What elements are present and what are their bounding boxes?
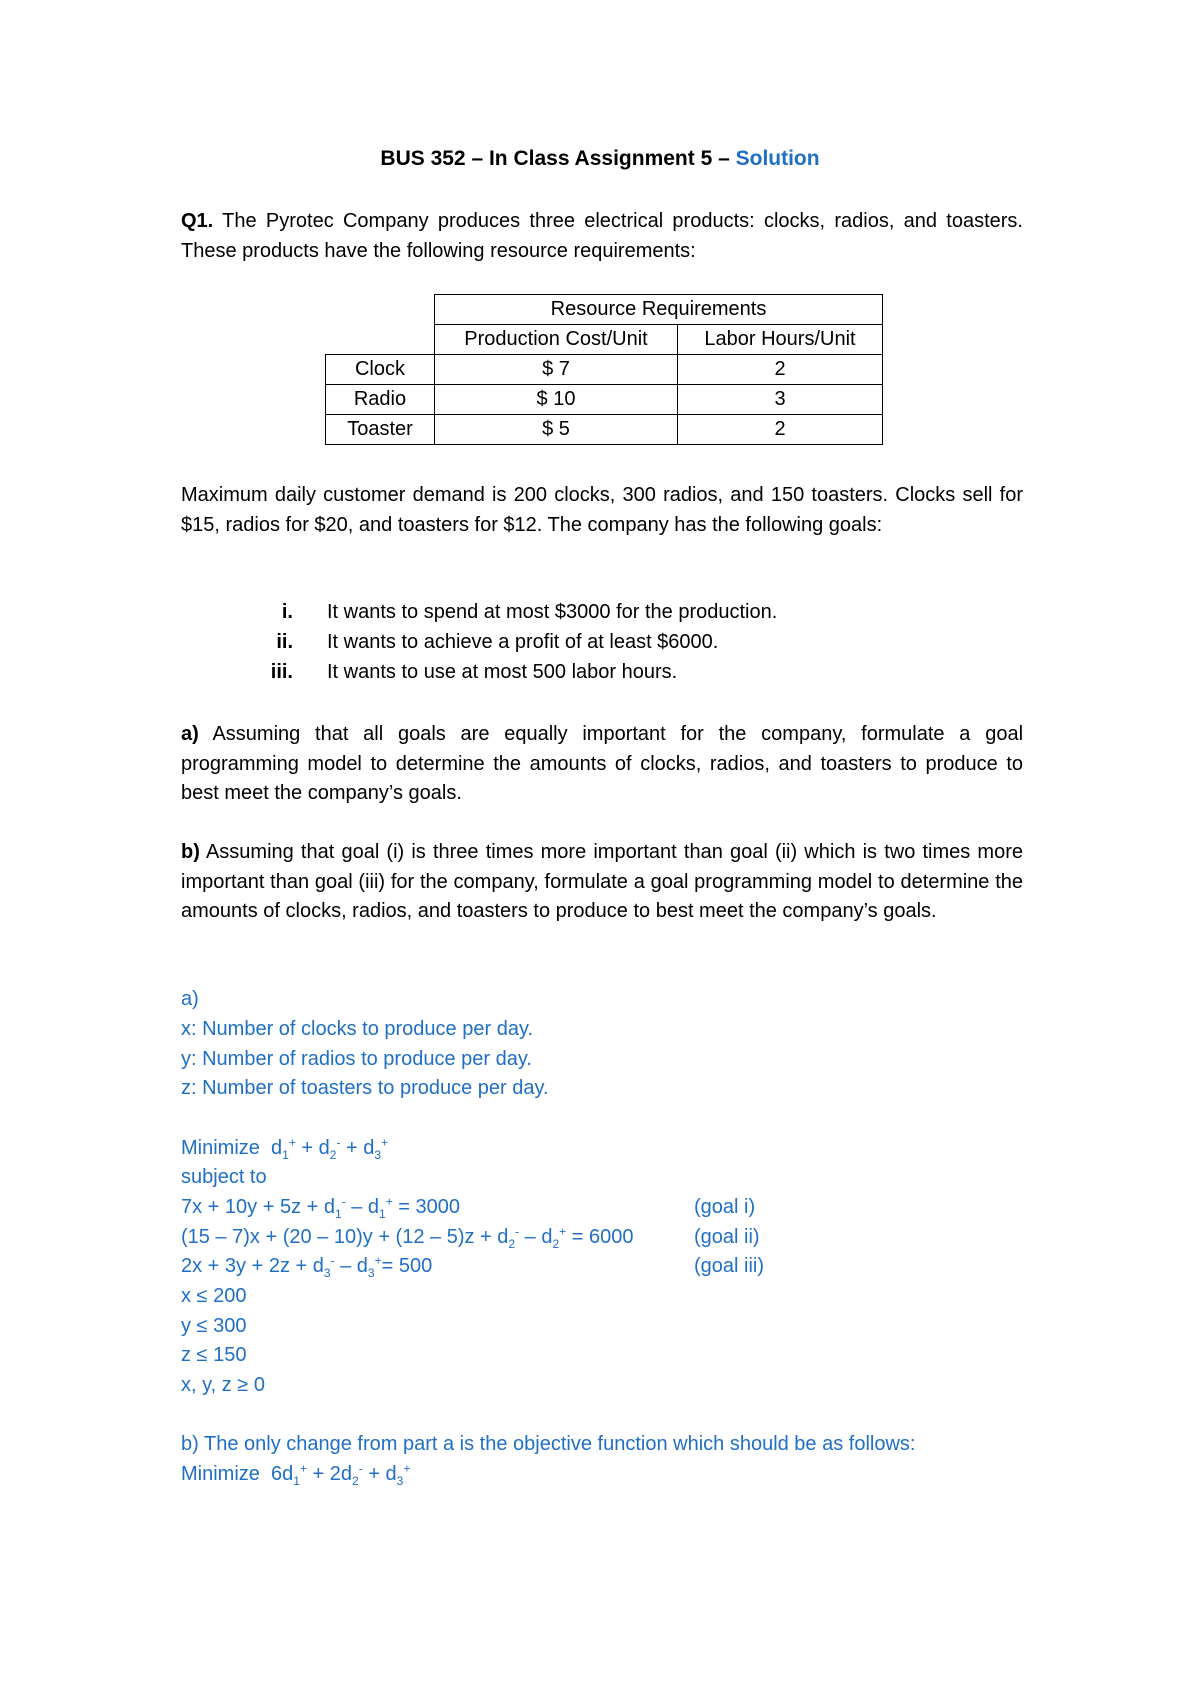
part-b-label: b) [181, 841, 200, 863]
constraint-goal-i: $7x + 10y + 5z + d_1^- - d_1^+ = 3000$ [181, 1194, 461, 1221]
header-production-cost: Production Cost/Unit [435, 325, 678, 355]
part-a-text: Assuming that all goals are equally important for the company, formulate a goal programming model to determine the amounts of clocks, radios, and toasters to produce to best meet the company’s goals. [181, 723, 1024, 804]
row-labor: 2 [678, 355, 883, 385]
goal-i-label: (goal i) [694, 1196, 756, 1218]
goal-text: It wants to achieve a profit of at least $6000. [327, 631, 719, 653]
nonnegativity: x, y, z ≥ 0 [181, 1374, 265, 1396]
table-corner [326, 325, 435, 355]
var-z-definition: z: Number of toasters to produce per day. [181, 1077, 549, 1099]
goal-number: iii. [270, 661, 293, 683]
constraint-goal-iii: $2x + 3y + 2z + d_3^- - d_3^+= 500$ [181, 1253, 433, 1280]
part-a-label: a) [181, 723, 199, 745]
q1-intro [181, 207, 1023, 266]
goal-iii-label: (goal iii) [694, 1255, 765, 1277]
minimize-word: Minimize [181, 1463, 260, 1485]
table-row [326, 415, 883, 445]
solution-b-text: b) The only change from part a is the objective function which should be as follows: [181, 1433, 916, 1455]
goal-number: ii. [276, 631, 293, 653]
bound-y: y ≤ 300 [181, 1315, 247, 1337]
bound-x: x ≤ 200 [181, 1285, 247, 1307]
objective-a: Minimize $d_1^+ + d_2^- + d_3^+$ [181, 1135, 389, 1162]
header-labor-hours: Labor Hours/Unit [678, 325, 883, 355]
page-title [0, 147, 1200, 171]
constraint-goal-ii: $(15 - 7)x + (20 - 10)y + (12 - 5)z + d_2^- - d_2^+ = 6000$ [181, 1224, 634, 1251]
row-cost: $ 10 [435, 385, 678, 415]
q1-label: Q1. [181, 210, 214, 232]
q1-intro-text: The Pyrotec Company produces three electrical products: clocks, radios, and toasters. These products have the following resource requirements: [181, 210, 1023, 262]
minimize-word: Minimize [181, 1137, 260, 1159]
part-b-text: Assuming that goal (i) is three times more important than goal (ii) which is two times more important than goal (iii) for the company, formulate a goal programming model to determine the amounts of clocks, radios, and toasters to produce to best meet the company’s goals. [181, 841, 1023, 922]
bound-z: z ≤ 150 [181, 1344, 247, 1366]
table-row [326, 355, 883, 385]
goal-ii-label: (goal ii) [694, 1226, 760, 1248]
goal-text: It wants to spend at most $3000 for the production. [327, 601, 778, 623]
resource-table [325, 294, 883, 445]
var-x-definition: x: Number of clocks to produce per day. [181, 1018, 534, 1040]
row-labor: 3 [678, 385, 883, 415]
row-product: Toaster [326, 415, 435, 445]
var-y-definition: y: Number of radios to produce per day. [181, 1048, 532, 1070]
title-solution: Solution [735, 147, 820, 170]
table-row [326, 385, 883, 415]
title-main: BUS 352 – In Class Assignment 5 – [380, 147, 736, 170]
solution-a-label: a) [181, 988, 199, 1010]
part-b-question [181, 838, 1023, 927]
subject-to: subject to [181, 1166, 267, 1188]
row-cost: $ 5 [435, 415, 678, 445]
table-group-header: Resource Requirements [435, 295, 883, 325]
goal-number: i. [281, 601, 293, 623]
row-product: Clock [326, 355, 435, 385]
goal-text: It wants to use at most 500 labor hours. [327, 661, 678, 683]
row-product: Radio [326, 385, 435, 415]
row-cost: $ 7 [435, 355, 678, 385]
part-a-question [181, 720, 1023, 809]
table-corner [326, 295, 435, 325]
objective-b: Minimize $6d_1^+ + 2d_2^- + d_3^+$ [181, 1461, 411, 1488]
demand-paragraph: Maximum daily customer demand is 200 clocks, 300 radios, and 150 toasters. Clocks sell for $15, radios for $20, and toasters for $12. The company has the following goals: [181, 484, 1023, 536]
row-labor: 2 [678, 415, 883, 445]
